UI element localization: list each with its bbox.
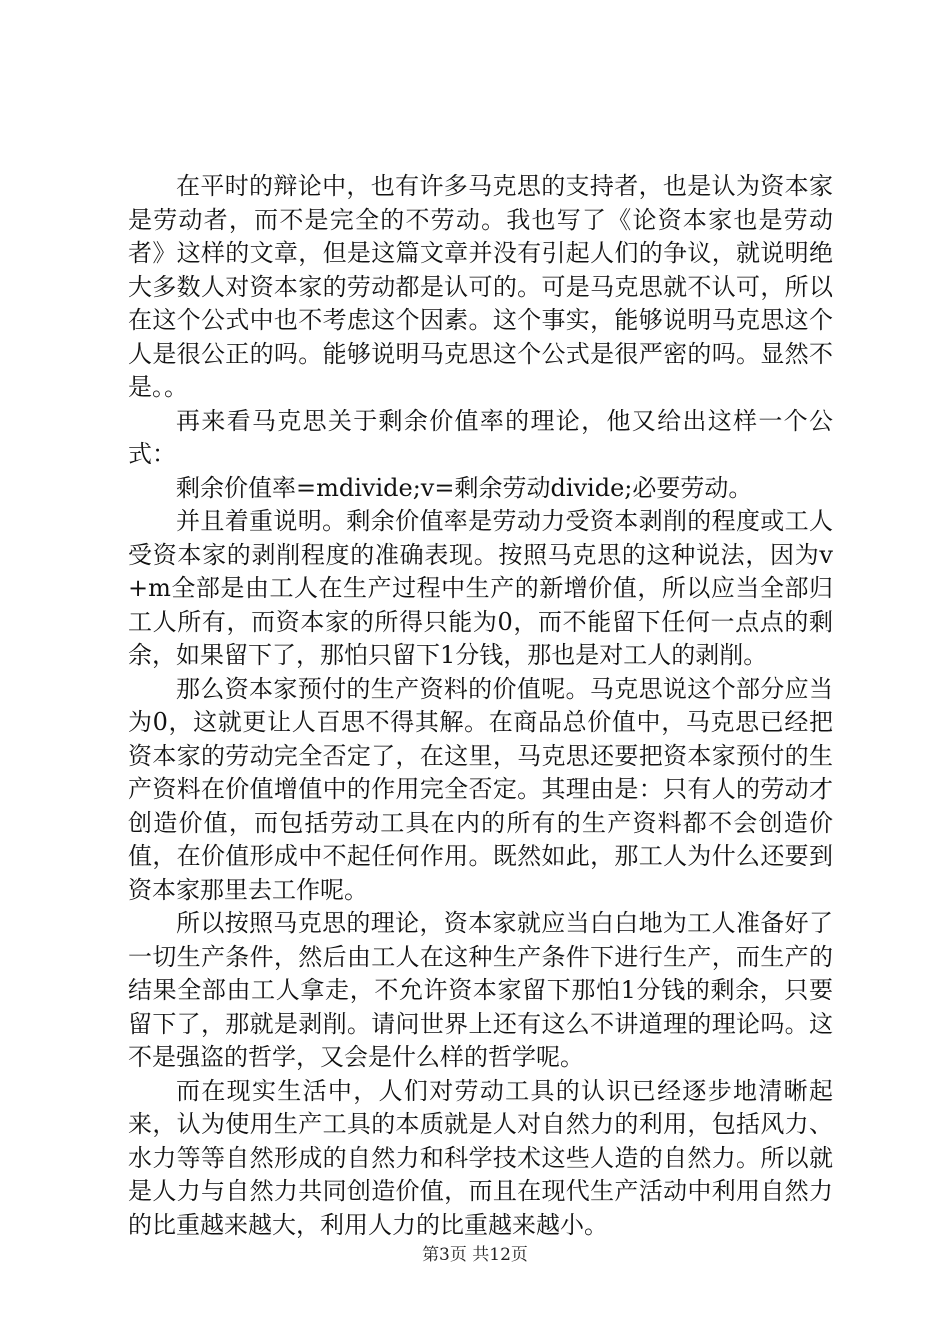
paragraph: 而在现实生活中，人们对劳动工具的认识已经逐步地清晰起来，认为使用生产工具的本质就是人对自然力的利用，包括风力、水力等等自然形成的自然力和科学技术这些人造的自然力。所以就是人力与自然力共同创造价值，而且在现代生产活动中利用自然力的比重越来越大，利用人力的比重越来越小。 xyxy=(128,1076,833,1239)
page-number: 第3页 共12页 xyxy=(422,1245,528,1265)
paragraph: 在平时的辩论中，也有许多马克思的支持者，也是认为资本家是劳动者，而不是完全的不劳动。我也写了《论资本家也是劳动者》这样的文章，但是这篇文章并没有引起人们的争议，就说明绝大多数人对资本家的劳动都是认可的。可是马克思就不认可，所以在这个公式中也不考虑这个因素。这个事实，能够说明马克思这个人是很公正的吗。能够说明马克思这个公式是很严密的吗。显然不是。。 xyxy=(128,172,833,401)
formula-paragraph: 剩余价值率=mdivide;v=剩余劳动divide;必要劳动。 xyxy=(176,473,753,502)
document-body xyxy=(128,170,833,1242)
paragraph: 那么资本家预付的生产资料的价值呢。马克思说这个部分应当为0，这就更让人百思不得其解。在商品总价值中，马克思已经把资本家的劳动完全否定了，在这里，马克思还要把资本家预付的生产资料在价值增值中的作用完全否定。其理由是：只有人的劳动才创造价值，而包括劳动工具在内的所有的生产资料都不会创造价值，在价值形成中不起任何作用。既然如此，那工人为什么还要到资本家那里去工作呢。 xyxy=(128,674,833,904)
paragraph: 并且着重说明。剩余价值率是劳动力受资本剥削的程度或工人受资本家的剥削程度的准确表现。按照马克思的这种说法，因为v+m全部是由工人在生产过程中生产的新增价值，所以应当全部归工人所有，而资本家的所得只能为0，而不能留下任何一点点的剩余，如果留下了，那怕只留下1分钱，那也是对工人的剥削。 xyxy=(128,507,833,669)
paragraph: 所以按照马克思的理论，资本家就应当白白地为工人准备好了一切生产条件，然后由工人在这种生产条件下进行生产，而生产的结果全部由工人拿走，不允许资本家留下那怕1分钱的剩余，只要留下了，那就是剥削。请问世界上还有这么不讲道理的理论吗。这不是强盗的哲学，又会是什么样的哲学呢。 xyxy=(128,909,833,1071)
paragraph: 再来看马克思关于剩余价值率的理论，他又给出这样一个公式： xyxy=(128,406,833,468)
